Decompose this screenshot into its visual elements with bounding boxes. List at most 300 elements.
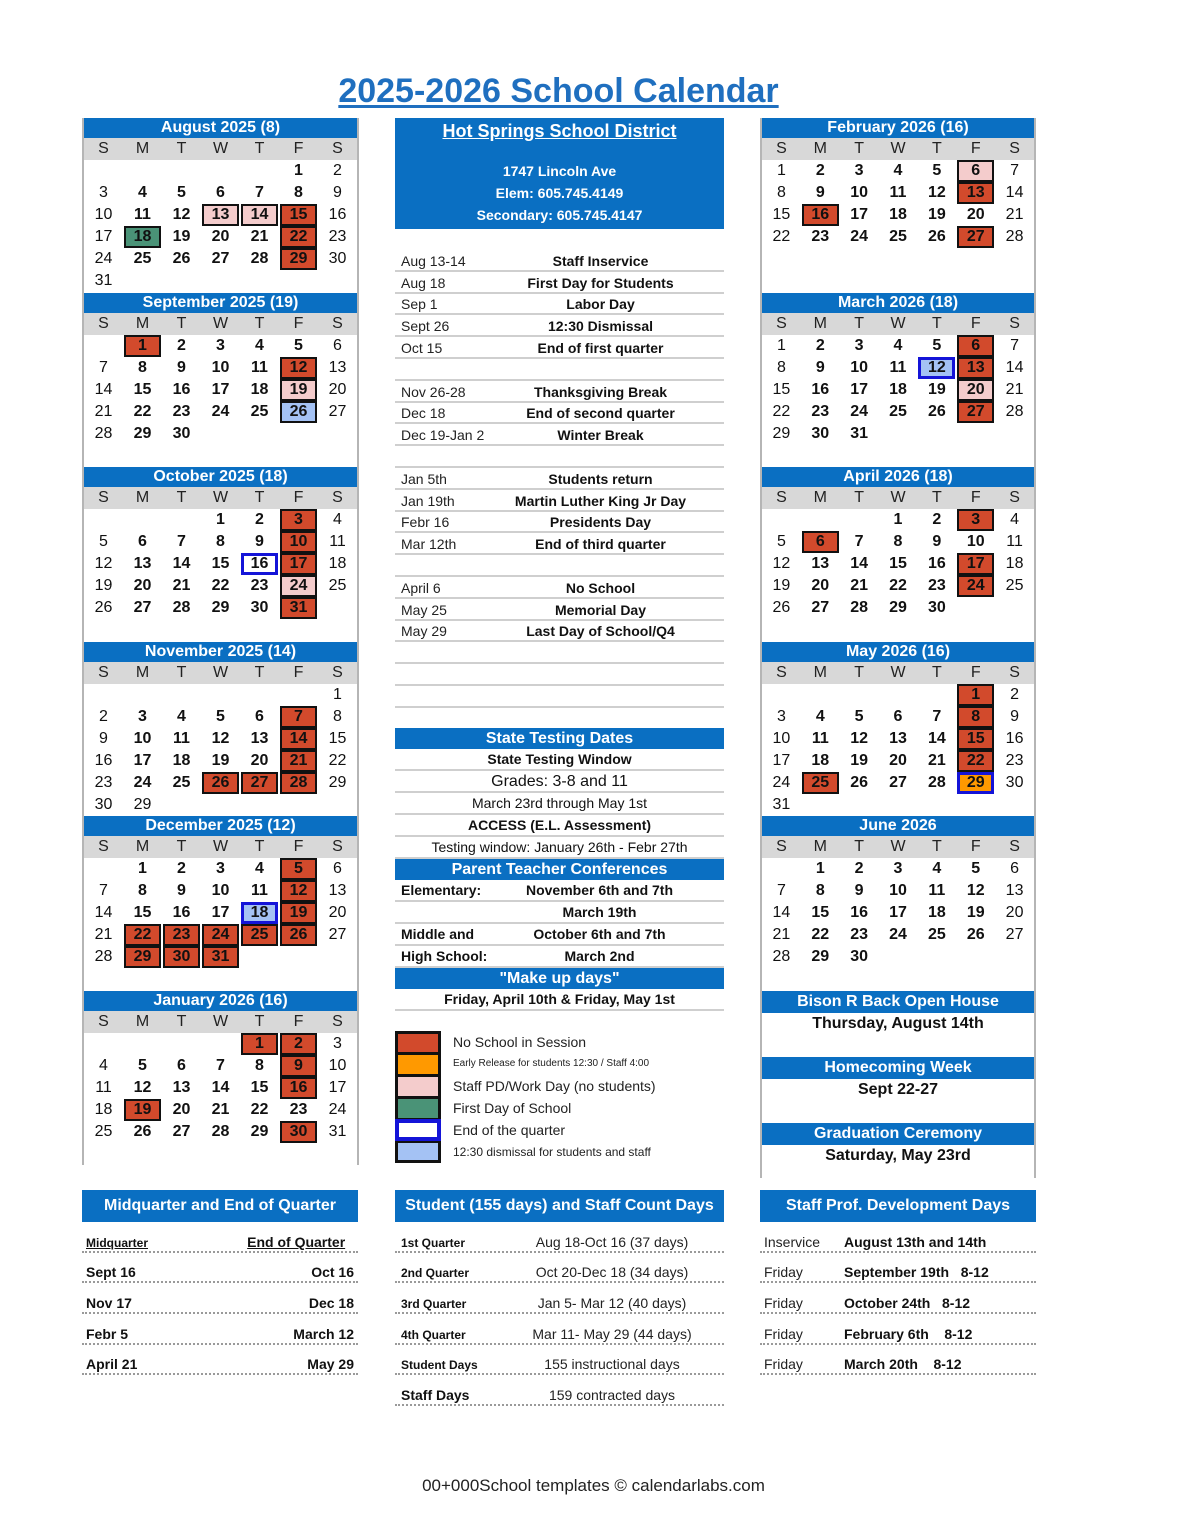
event-name: No School [565, 579, 636, 596]
day-cell: 7 [776, 882, 786, 899]
day-cell: 22 [772, 228, 791, 245]
day-cell: 11 [134, 206, 151, 223]
day-cell: 10 [889, 882, 907, 899]
day-cell: 10 [94, 206, 113, 223]
day-cell: 28 [94, 948, 113, 965]
day-cell: 30 [927, 599, 946, 616]
weekday-label: F [293, 838, 304, 855]
day-cell: 13 [172, 1078, 191, 1096]
day-cell: 8 [255, 1056, 264, 1074]
event-name: Winter Break [557, 427, 644, 444]
day-cell: 17 [850, 380, 869, 398]
day-cell: 17 [133, 751, 152, 769]
day-cell: 16 [850, 904, 869, 921]
midquarter-date: April 21 [86, 1356, 138, 1373]
day-cell: 4 [255, 336, 264, 354]
weekday-label: M [813, 140, 827, 157]
event-row [395, 664, 724, 686]
day-cell: 27 [328, 402, 347, 420]
day-cell: 20 [250, 751, 269, 769]
conference-value: October 6th and 7th [533, 925, 666, 942]
day-cell: 5 [932, 162, 942, 179]
page-title: 2025-2026 School Calendar [338, 72, 779, 110]
day-cell: 2 [177, 336, 186, 354]
conference-value: March 2nd [564, 947, 635, 964]
day-cell: 26 [172, 250, 191, 267]
day-cell: 7 [99, 882, 108, 899]
legend-swatch-end-quarter [395, 1119, 441, 1141]
day-cell: 26 [280, 401, 317, 423]
day-cell: 2 [815, 162, 825, 179]
district-name: Hot Springs School District [442, 121, 677, 141]
day-cell: 13 [133, 555, 152, 572]
state-testing-section [395, 728, 724, 859]
event-date: Aug 18 [401, 274, 446, 291]
day-cell: 11 [95, 1078, 112, 1096]
day-cell: 8 [815, 882, 825, 899]
weekday-header-row [84, 1011, 357, 1033]
event-date: Nov 26-28 [401, 383, 466, 400]
day-cell: 10 [772, 729, 791, 747]
day-cell: 19 [966, 904, 985, 921]
day-cell: 23 [811, 402, 830, 420]
event-row [395, 424, 724, 446]
row-label: Inservice [764, 1233, 821, 1250]
day-cell: 1 [776, 336, 786, 354]
empty-cell [123, 1033, 162, 1055]
day-cell: 21 [1005, 380, 1024, 398]
day-cell: 25 [889, 228, 907, 245]
table-row [82, 1314, 358, 1345]
table-row [395, 1222, 724, 1253]
legend-label: Early Release for students 12:30 / Staff 4:00 [453, 1058, 650, 1070]
day-cell: 4 [255, 860, 264, 877]
day-cell: 26 [202, 772, 239, 794]
day-cell: 19 [94, 577, 113, 594]
day-cell: 30 [250, 599, 269, 616]
weekday-label: S [98, 314, 109, 332]
row-label: Student Days [401, 1358, 478, 1373]
day-cell: 25 [172, 773, 191, 791]
weekday-label: M [135, 663, 150, 681]
day-cell: 25 [328, 577, 347, 594]
day-cell: 15 [772, 206, 791, 223]
day-cell: 28 [772, 948, 791, 965]
weekday-label: S [98, 1012, 109, 1030]
month-header: March 2026 (18) [762, 293, 1034, 313]
day-cell: 22 [124, 924, 161, 946]
row-value: 155 instructional days [544, 1356, 680, 1373]
day-cell: 14 [1005, 184, 1024, 201]
legend [395, 1031, 724, 1163]
column-header-end-of-quarter: End of Quarter [247, 1233, 346, 1250]
day-cell: 8 [294, 184, 303, 201]
day-cell: 19 [927, 206, 946, 223]
day-cell: 6 [333, 336, 342, 354]
month-calendar [762, 467, 1034, 642]
table-row [760, 1222, 1036, 1253]
right-events-panel [760, 991, 1036, 1178]
day-cell: 11 [811, 729, 829, 747]
day-cell: 4 [932, 860, 942, 877]
day-cell: 5 [294, 336, 303, 354]
day-cell: 23 [850, 926, 869, 943]
weekday-label: S [776, 140, 787, 157]
empty-cell [762, 684, 801, 706]
legend-swatch-staff-pd [395, 1075, 441, 1097]
weekday-label: F [293, 663, 304, 681]
day-cell: 2 [932, 511, 942, 528]
weekday-label: S [332, 663, 343, 681]
row-value: Jan 5- Mar 12 (40 days) [537, 1295, 687, 1312]
day-cell: 26 [850, 773, 869, 791]
month-header: October 2025 (18) [84, 467, 357, 487]
day-cell: 15 [211, 555, 230, 572]
weekday-header-row [84, 138, 357, 160]
day-cell: 6 [177, 1056, 186, 1074]
weekday-header-row [762, 313, 1034, 335]
day-grid [762, 684, 1034, 816]
day-cell: 18 [1005, 555, 1024, 572]
day-cell: 22 [133, 402, 152, 420]
day-cell: 24 [850, 402, 869, 420]
legend-swatch-first-day [395, 1097, 441, 1119]
day-cell: 7 [177, 533, 186, 550]
row-label: Staff Days [401, 1387, 470, 1404]
weekday-label: T [854, 314, 865, 332]
day-cell: 26 [94, 599, 113, 616]
legend-item-early-release [395, 1053, 724, 1075]
day-cell: 16 [328, 206, 347, 223]
day-cell: 28 [850, 599, 869, 616]
day-cell: 24 [94, 250, 113, 267]
empty-cell [123, 684, 162, 706]
day-cell: 24 [772, 773, 791, 791]
day-cell: 20 [811, 577, 830, 594]
empty-cell [123, 509, 162, 531]
weekday-label: W [890, 663, 906, 681]
day-cell: 9 [932, 533, 942, 550]
weekday-label: T [931, 838, 942, 855]
day-cell: 6 [138, 533, 147, 550]
empty-cell [84, 335, 123, 357]
weekday-label: M [813, 489, 827, 506]
weekday-label: T [931, 314, 942, 332]
event-name: Students return [548, 470, 653, 487]
day-cell: 28 [172, 599, 191, 616]
day-cell: 6 [893, 707, 903, 725]
day-cell: 20 [889, 751, 907, 769]
day-cell: 13 [957, 357, 994, 379]
weekday-header-row [762, 138, 1034, 160]
empty-cell [84, 684, 123, 706]
day-cell: 3 [280, 509, 317, 531]
day-cell: 22 [211, 577, 230, 594]
day-cell: 7 [1010, 162, 1020, 179]
table-row [760, 1283, 1036, 1314]
day-cell: 14 [211, 1078, 230, 1096]
state-testing-window-title: State Testing Window [395, 749, 724, 771]
day-cell: 28 [280, 772, 317, 794]
day-cell: 17 [211, 380, 230, 398]
conference-label: High School: [401, 947, 488, 964]
conference-value: November 6th and 7th [525, 881, 674, 898]
conference-row [395, 880, 724, 902]
empty-cell [162, 684, 201, 706]
day-cell: 26 [133, 1122, 152, 1140]
day-cell: 13 [957, 182, 994, 204]
day-cell: 30 [172, 424, 191, 442]
weekday-label: F [293, 140, 304, 157]
event-row [395, 337, 724, 359]
day-cell: 22 [328, 751, 347, 769]
row-label: Friday [764, 1264, 803, 1281]
day-cell: 20 [133, 577, 152, 594]
day-cell: 22 [889, 577, 907, 594]
day-cell: 31 [202, 946, 239, 968]
day-cell: 21 [1005, 206, 1024, 223]
day-cell: 22 [250, 1100, 269, 1118]
weekday-label: T [854, 838, 865, 855]
day-cell: 4 [893, 336, 903, 354]
day-cell: 4 [138, 184, 147, 201]
event-name: Staff Inservice [552, 252, 649, 269]
weekday-label: M [135, 489, 150, 506]
day-cell: 4 [815, 707, 825, 725]
day-cell: 1 [241, 1033, 278, 1055]
makeup-days-header: "Make up days" [395, 968, 724, 989]
day-cell: 13 [811, 555, 830, 572]
day-cell: 24 [328, 1100, 347, 1118]
day-cell: 1 [138, 860, 147, 877]
event-name: End of first quarter [537, 339, 664, 356]
day-cell: 11 [889, 358, 907, 376]
day-cell: 13 [889, 729, 907, 747]
day-cell: 29 [889, 599, 907, 616]
day-cell: 23 [927, 577, 946, 594]
day-cell: 29 [328, 773, 347, 791]
day-cell: 14 [172, 555, 191, 572]
conference-row [395, 902, 724, 924]
weekday-label: S [98, 140, 109, 157]
day-cell: 7 [280, 706, 317, 728]
event-name: 12:30 Dismissal [547, 318, 654, 335]
access-title: ACCESS (E.L. Assessment) [395, 815, 724, 837]
day-cell: 21 [927, 751, 946, 769]
day-cell: 17 [280, 553, 317, 575]
day-grid [762, 509, 1034, 619]
event-date: May 25 [401, 601, 447, 618]
row-value: August 13th and 14th [844, 1233, 987, 1250]
day-cell: 24 [202, 924, 239, 946]
day-cell: 30 [811, 424, 830, 442]
day-cell: 1 [216, 511, 225, 528]
weekday-label: T [854, 489, 865, 506]
day-cell: 6 [802, 531, 839, 553]
day-cell: 29 [133, 795, 152, 813]
weekday-label: M [135, 1012, 150, 1030]
event-date: Dec 18 [401, 405, 446, 422]
day-cell: 18 [889, 380, 907, 398]
day-cell: 26 [966, 926, 985, 943]
day-cell: 23 [289, 1100, 308, 1118]
empty-cell [201, 1033, 240, 1055]
weekday-label: T [254, 663, 265, 681]
day-cell: 8 [333, 707, 342, 725]
district-address: 1747 Lincoln Ave [502, 163, 617, 179]
weekday-label: S [332, 1012, 343, 1030]
empty-cell [279, 684, 318, 706]
day-cell: 14 [94, 380, 113, 398]
day-cell: 12 [927, 184, 946, 201]
row-label: Friday [764, 1295, 803, 1312]
day-cell: 16 [94, 751, 113, 769]
day-cell: 15 [250, 1078, 269, 1096]
weekday-label: F [970, 489, 981, 506]
day-cell: 17 [211, 904, 230, 921]
legend-swatch-dismissal [395, 1141, 441, 1163]
weekday-header-row [84, 662, 357, 684]
day-cell: 29 [124, 946, 161, 968]
state-testing-header: State Testing Dates [395, 728, 724, 749]
weekday-label: W [890, 838, 906, 855]
makeup-days-value: Friday, April 10th & Friday, May 1st [395, 989, 724, 1011]
day-cell: 21 [280, 750, 317, 772]
day-cell: 23 [811, 228, 830, 245]
day-cell: 23 [163, 924, 200, 946]
event-row [395, 315, 724, 337]
legend-item-staff-pd [395, 1075, 724, 1097]
day-cell: 11 [889, 184, 907, 201]
weekday-label: T [254, 314, 265, 332]
right-month-column [760, 118, 1036, 991]
day-cell: 30 [850, 948, 869, 965]
day-cell: 6 [957, 335, 994, 357]
weekday-header-row [84, 836, 357, 858]
empty-cell [762, 858, 801, 880]
day-cell: 15 [280, 204, 317, 226]
column-header-midquarter: Midquarter [86, 1235, 149, 1250]
legend-label: 12:30 dismissal for students and staff [453, 1144, 651, 1159]
day-cell: 11 [173, 729, 190, 747]
day-cell: 12 [280, 357, 317, 379]
month-calendar [84, 816, 357, 991]
event-date: Aug 13-14 [401, 252, 466, 269]
day-cell: 9 [1010, 707, 1020, 725]
day-cell: 24 [211, 402, 230, 420]
day-cell: 15 [133, 904, 152, 921]
table-row [395, 1253, 724, 1284]
day-cell: 1 [815, 860, 825, 877]
month-calendar [762, 118, 1034, 293]
month-header: June 2026 [762, 816, 1034, 836]
day-cell: 21 [172, 577, 191, 594]
day-cell: 8 [957, 706, 994, 728]
day-cell: 27 [241, 772, 278, 794]
day-cell: 7 [1010, 336, 1020, 354]
day-cell: 21 [850, 577, 869, 594]
weekday-label: M [813, 314, 827, 332]
day-cell: 4 [333, 511, 342, 528]
day-cell: 9 [815, 184, 825, 201]
weekday-label: T [176, 838, 187, 855]
day-cell: 27 [211, 250, 230, 267]
day-cell: 30 [280, 1121, 317, 1143]
day-cell: 25 [133, 250, 152, 267]
month-header: May 2026 (16) [762, 642, 1034, 662]
event-row [395, 533, 724, 555]
weekday-label: W [890, 489, 906, 506]
day-cell: 10 [280, 531, 317, 553]
event-date: May 29 [401, 623, 447, 640]
day-cell: 12 [280, 880, 317, 902]
day-cell: 10 [966, 533, 985, 550]
midquarter-table-columns [82, 1222, 358, 1253]
legend-swatch-no-school [395, 1031, 441, 1053]
day-cell: 2 [854, 860, 864, 877]
event-row [395, 577, 724, 599]
day-cell: 5 [776, 533, 786, 550]
weekday-label: W [212, 1012, 229, 1030]
table-row [395, 1345, 724, 1376]
day-cell: 18 [811, 751, 830, 769]
day-cell: 26 [772, 599, 791, 616]
day-cell: 16 [172, 380, 191, 398]
district-info [395, 118, 724, 229]
event-row [395, 512, 724, 534]
day-cell: 28 [1005, 402, 1024, 420]
day-cell: 9 [333, 184, 342, 201]
day-cell: 3 [99, 184, 108, 201]
day-cell: 5 [971, 860, 981, 877]
day-cell: 14 [280, 728, 317, 750]
left-month-column [82, 118, 359, 1165]
empty-cell [123, 160, 162, 182]
day-cell: 23 [328, 228, 347, 245]
day-cell: 18 [328, 555, 347, 572]
day-cell: 20 [1005, 904, 1024, 921]
weekday-label: S [332, 489, 343, 506]
day-cell: 17 [328, 1078, 347, 1096]
day-cell: 7 [854, 533, 864, 550]
month-calendar [84, 991, 357, 1166]
elem-phone: Elem: 605.745.4149 [495, 185, 624, 201]
day-cell: 18 [889, 206, 907, 223]
table-row [395, 1375, 724, 1406]
table-row [395, 1283, 724, 1314]
events-list [395, 250, 724, 708]
day-cell: 3 [854, 162, 864, 179]
day-cell: 8 [138, 358, 147, 376]
empty-cell [240, 684, 279, 706]
midquarter-table [82, 1190, 358, 1375]
event-row [395, 468, 724, 490]
weekday-header-row [762, 662, 1034, 684]
day-cell: 20 [328, 380, 347, 398]
day-cell: 13 [328, 882, 347, 899]
month-header: January 2026 (16) [84, 991, 357, 1011]
day-cell: 19 [772, 577, 791, 594]
event-date: Dec 19-Jan 2 [401, 427, 485, 444]
weekday-label: F [970, 663, 981, 681]
end-quarter-date: Dec 18 [308, 1295, 354, 1312]
day-cell: 3 [957, 509, 994, 531]
empty-cell [917, 684, 956, 706]
weekday-label: S [776, 489, 787, 506]
empty-cell [84, 858, 123, 880]
day-cell: 1 [124, 335, 161, 357]
day-cell: 25 [94, 1122, 113, 1140]
